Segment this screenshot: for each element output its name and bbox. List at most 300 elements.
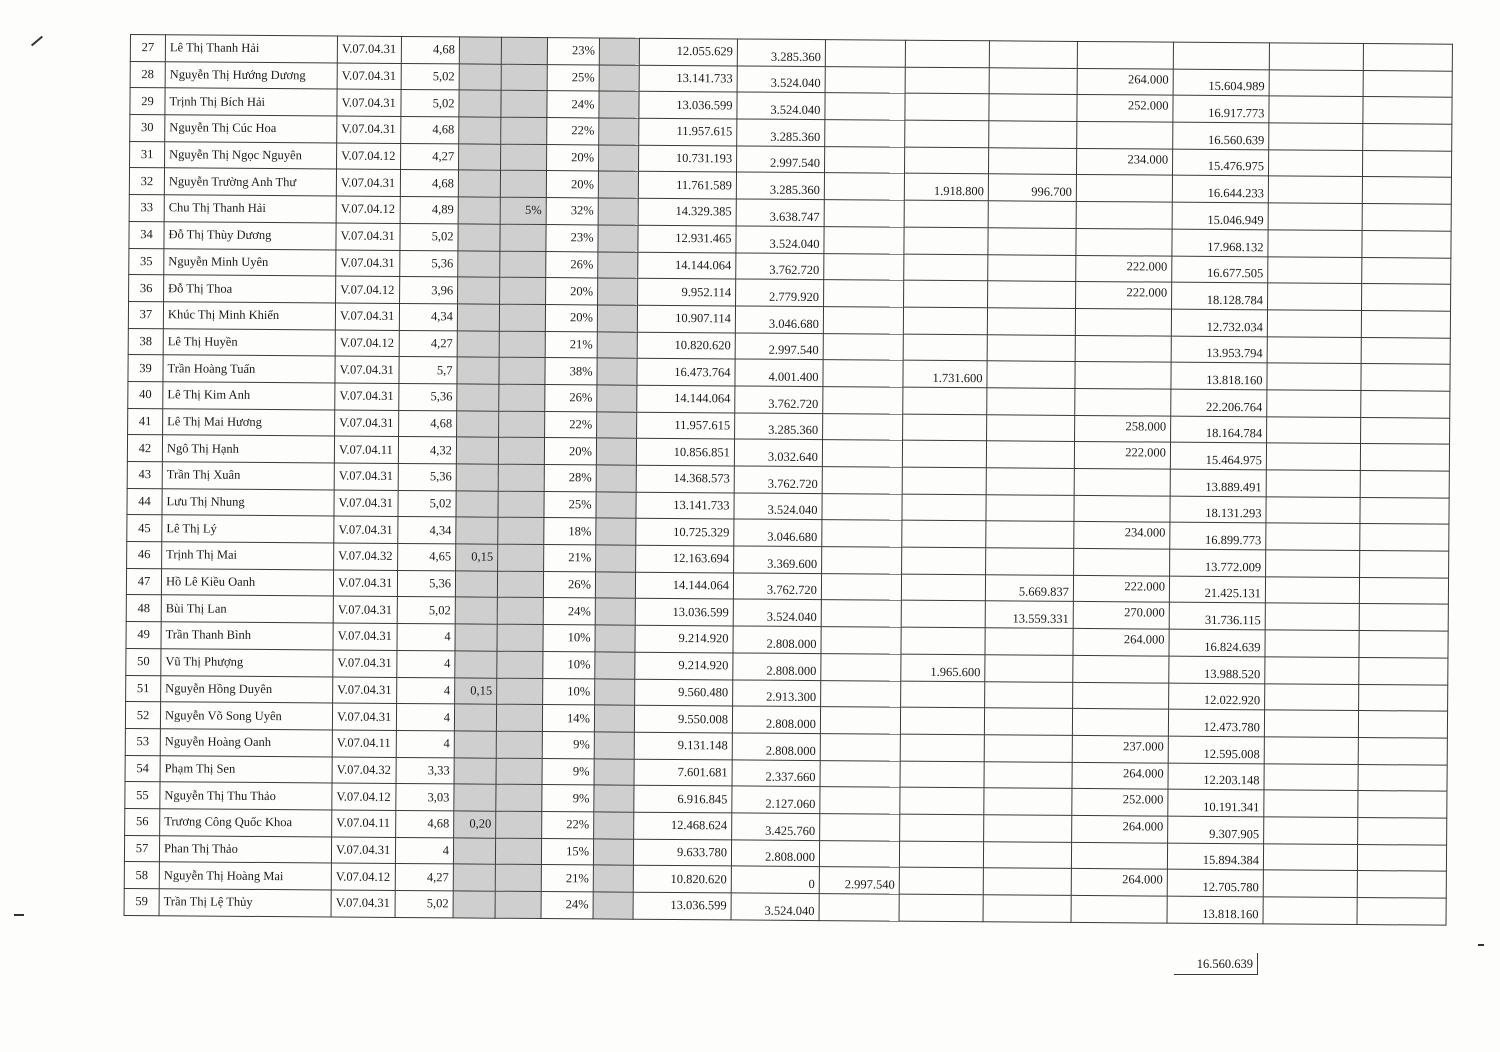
- cell-extra-4: 264.000: [1071, 869, 1167, 896]
- cell-stt: 35: [129, 248, 164, 275]
- cell-coefficient: 5,02: [397, 597, 455, 624]
- cell-name: Trần Thị Lệ Thủy: [159, 889, 331, 917]
- cell-code: V.07.04.31: [336, 250, 400, 277]
- cell-shaded: [596, 438, 636, 465]
- cell-coefficient: 4,68: [396, 810, 454, 837]
- cell-salary: 14.144.064: [637, 385, 735, 412]
- cell-extra-1: [824, 280, 904, 307]
- cell-code: V.07.04.31: [337, 63, 401, 90]
- cell-allowance-pct: [501, 91, 547, 118]
- cell-extra-1: [823, 333, 903, 360]
- cell-salary: 14.144.064: [638, 252, 736, 279]
- cell-extra-4: [1075, 388, 1171, 415]
- cell-extra-1: [819, 894, 899, 921]
- cell-insurance: 3.524.040: [731, 893, 819, 920]
- cell-blank-1: [1267, 363, 1361, 390]
- cell-code: V.07.04.31: [332, 703, 396, 730]
- cell-seniority-pct: 21%: [545, 331, 597, 358]
- cell-extra-4: [1074, 548, 1170, 575]
- cell-name: Nguyễn Thị Hướng Dương: [165, 61, 337, 89]
- cell-insurance: 3.524.040: [737, 66, 825, 93]
- cell-blank-2: [1361, 390, 1450, 417]
- cell-stt: 34: [129, 221, 164, 248]
- cell-blank-1: [1264, 763, 1358, 790]
- cell-seniority-pct: 9%: [542, 731, 594, 758]
- cell-stt: 29: [130, 88, 165, 115]
- cell-stt: 53: [125, 728, 160, 755]
- cell-total: 12.203.148: [1168, 763, 1264, 790]
- cell-name: Trịnh Thị Bích Hải: [165, 88, 337, 116]
- cell-stt: 47: [126, 568, 161, 595]
- cell-allowance-coef: [454, 704, 496, 731]
- cell-insurance: 3.425.760: [732, 813, 820, 840]
- cell-code: V.07.04.31: [333, 623, 397, 650]
- cell-total: 13.818.160: [1171, 362, 1267, 389]
- cell-total: 12.473.780: [1168, 709, 1264, 736]
- cell-total: 15.604.989: [1173, 69, 1269, 96]
- cell-extra-1: [825, 93, 905, 120]
- cell-coefficient: 4,68: [400, 170, 458, 197]
- cell-name: Trịnh Thị Mai: [162, 542, 334, 570]
- cell-allowance-coef: [453, 838, 495, 865]
- cell-total: 16.899.773: [1170, 523, 1266, 550]
- cell-extra-1: [822, 547, 902, 574]
- cell-allowance-coef: [458, 170, 500, 197]
- cell-salary: 13.141.733: [636, 492, 734, 519]
- cell-extra-2: [903, 387, 987, 414]
- cell-coefficient: 4: [395, 837, 453, 864]
- cell-extra-2: [901, 574, 985, 601]
- cell-extra-1: [823, 360, 903, 387]
- cell-name: Chu Thị Thanh Hải: [164, 195, 336, 223]
- cell-allowance-coef: [456, 491, 498, 518]
- cell-seniority-pct: 38%: [545, 358, 597, 385]
- cell-stt: 48: [126, 595, 161, 622]
- cell-extra-3: [983, 841, 1071, 868]
- cell-shaded: [593, 892, 633, 919]
- cell-extra-2: [905, 94, 989, 121]
- cell-allowance-pct: [501, 37, 547, 64]
- cell-name: Nguyễn Trường Anh Thư: [164, 168, 336, 196]
- cell-extra-2: [903, 334, 987, 361]
- cell-coefficient: 5,7: [399, 357, 457, 384]
- cell-name: Khúc Thị Minh Khiển: [163, 302, 335, 330]
- cell-extra-3: [988, 228, 1076, 255]
- cell-salary: 13.036.599: [633, 892, 731, 919]
- cell-insurance: 2.997.540: [737, 146, 825, 173]
- cell-seniority-pct: 24%: [543, 598, 595, 625]
- cell-insurance: 2.808.000: [731, 840, 819, 867]
- cell-coefficient: 4,34: [399, 303, 457, 330]
- cell-extra-2: [900, 761, 984, 788]
- cell-insurance: 3.524.040: [736, 226, 824, 253]
- cell-code: V.07.04.31: [333, 570, 397, 597]
- cell-shaded: [597, 358, 637, 385]
- cell-salary: 10.907.114: [637, 305, 735, 332]
- cell-blank-2: [1359, 577, 1448, 604]
- cell-allowance-pct: [500, 251, 546, 278]
- cell-coefficient: 4,68: [399, 410, 457, 437]
- cell-extra-3: [984, 761, 1072, 788]
- cell-extra-2: [900, 787, 984, 814]
- cell-total: 13.818.160: [1167, 896, 1263, 923]
- cell-extra-1: [824, 226, 904, 253]
- cell-allowance-coef: [453, 891, 495, 918]
- last-row-total: 16.560.639: [1174, 953, 1258, 975]
- cell-name: Đỗ Thị Thùy Dương: [164, 222, 336, 250]
- cell-seniority-pct: 10%: [543, 625, 595, 652]
- cell-blank-1: [1266, 443, 1360, 470]
- cell-allowance-coef: 0,15: [455, 677, 497, 704]
- cell-blank-1: [1267, 390, 1361, 417]
- cell-extra-2: 1.965.600: [901, 654, 985, 681]
- cell-extra-3: [988, 148, 1076, 175]
- cell-allowance-coef: [457, 411, 499, 438]
- cell-total: 16.917.773: [1173, 96, 1269, 123]
- cell-stt: 32: [129, 168, 164, 195]
- cell-stt: 45: [127, 515, 162, 542]
- cell-shaded: [598, 278, 638, 305]
- cell-extra-3: [984, 815, 1072, 842]
- cell-shaded: [595, 625, 635, 652]
- cell-blank-1: [1264, 737, 1358, 764]
- cell-extra-2: [904, 254, 988, 281]
- cell-insurance: 2.779.920: [736, 279, 824, 306]
- cell-coefficient: 3,33: [396, 757, 454, 784]
- cell-allowance-coef: [456, 464, 498, 491]
- cell-extra-3: [986, 548, 1074, 575]
- cell-seniority-pct: 32%: [546, 198, 598, 225]
- cell-allowance-pct: [497, 598, 543, 625]
- cell-insurance: 2.997.540: [735, 333, 823, 360]
- cell-allowance-coef: [456, 437, 498, 464]
- cell-code: V.07.04.31: [335, 356, 399, 383]
- cell-coefficient: 5,36: [400, 250, 458, 277]
- cell-blank-2: [1360, 524, 1449, 551]
- cell-stt: 50: [126, 648, 161, 675]
- cell-blank-2: [1360, 444, 1449, 471]
- cell-salary: 9.214.920: [635, 625, 733, 652]
- cell-shaded: [598, 225, 638, 252]
- cell-seniority-pct: 26%: [546, 251, 598, 278]
- cell-shaded: [596, 518, 636, 545]
- cell-extra-3: [989, 41, 1077, 68]
- cell-extra-1: [821, 627, 901, 654]
- cell-stt: 31: [130, 141, 165, 168]
- cell-extra-2: [902, 440, 986, 467]
- cell-seniority-pct: 15%: [541, 838, 593, 865]
- cell-extra-1: [823, 306, 903, 333]
- cell-salary: 9.550.008: [634, 705, 732, 732]
- cell-extra-1: [825, 120, 905, 147]
- cell-extra-3: [986, 494, 1074, 521]
- cell-salary: 9.214.920: [635, 652, 733, 679]
- cell-extra-2: 1.731.600: [903, 360, 987, 387]
- cell-blank-1: [1266, 550, 1360, 577]
- cell-allowance-pct: [498, 464, 544, 491]
- cell-extra-1: [821, 653, 901, 680]
- cell-name: Vũ Thị Phượng: [161, 649, 333, 677]
- cell-total: 21.425.131: [1169, 576, 1265, 603]
- cell-shaded: [595, 598, 635, 625]
- cell-extra-1: [820, 814, 900, 841]
- cell-extra-3: [988, 281, 1076, 308]
- cell-name: Nguyễn Minh Uyên: [164, 248, 336, 276]
- cell-extra-3: [984, 788, 1072, 815]
- cell-extra-1: [821, 600, 901, 627]
- cell-code: V.07.04.12: [336, 196, 400, 223]
- cell-allowance-coef: [458, 250, 500, 277]
- cell-extra-1: [824, 253, 904, 280]
- cell-insurance: 3.524.040: [734, 493, 822, 520]
- cell-extra-4: [1071, 895, 1167, 922]
- cell-extra-2: [900, 814, 984, 841]
- cell-extra-2: [901, 601, 985, 628]
- cell-extra-1: [824, 200, 904, 227]
- cell-allowance-coef: 0,15: [456, 544, 498, 571]
- cell-blank-2: [1362, 257, 1451, 284]
- cell-code: V.07.04.31: [335, 410, 399, 437]
- cell-code: V.07.04.12: [336, 276, 400, 303]
- cell-seniority-pct: 26%: [543, 571, 595, 598]
- cell-blank-1: [1269, 70, 1363, 97]
- cell-allowance-coef: [458, 197, 500, 224]
- cell-blank-2: [1361, 337, 1450, 364]
- cell-extra-4: 264.000: [1072, 815, 1168, 842]
- cell-allowance-pct: [501, 144, 547, 171]
- cell-stt: 51: [126, 675, 161, 702]
- cell-allowance-pct: 5%: [500, 197, 546, 224]
- cell-allowance-pct: [498, 491, 544, 518]
- cell-salary: 9.560.480: [635, 679, 733, 706]
- cell-insurance: 3.762.720: [735, 386, 823, 413]
- cell-total: 9.307.905: [1168, 816, 1264, 843]
- cell-allowance-pct: [496, 784, 542, 811]
- cell-stt: 58: [124, 862, 159, 889]
- cell-coefficient: 5,36: [398, 463, 456, 490]
- cell-extra-3: [987, 334, 1075, 361]
- cell-extra-4: [1076, 202, 1172, 229]
- cell-extra-2: [899, 867, 983, 894]
- cell-extra-4: [1077, 41, 1173, 68]
- cell-extra-3: [983, 895, 1071, 922]
- cell-extra-4: 222.000: [1076, 255, 1172, 282]
- cell-extra-4: [1074, 468, 1170, 495]
- cell-extra-2: [902, 521, 986, 548]
- cell-blank-1: [1263, 870, 1357, 897]
- cell-stt: 37: [128, 301, 163, 328]
- cell-blank-1: [1269, 123, 1363, 150]
- cell-extra-3: [984, 735, 1072, 762]
- cell-shaded: [599, 91, 639, 118]
- cell-extra-1: 2.997.540: [819, 867, 899, 894]
- cell-seniority-pct: 21%: [541, 865, 593, 892]
- cell-code: V.07.04.32: [332, 757, 396, 784]
- cell-blank-2: [1363, 70, 1452, 97]
- cell-salary: 11.957.615: [637, 412, 735, 439]
- cell-salary: 13.036.599: [639, 92, 737, 119]
- salary-table-wrap: [124, 34, 1453, 925]
- cell-allowance-pct: [501, 117, 547, 144]
- cell-blank-1: [1266, 470, 1360, 497]
- cell-seniority-pct: 28%: [544, 465, 596, 492]
- cell-extra-2: [904, 227, 988, 254]
- cell-insurance: 3.762.720: [734, 466, 822, 493]
- cell-stt: 59: [124, 888, 159, 915]
- cell-allowance-coef: [457, 357, 499, 384]
- cell-code: V.07.04.31: [333, 677, 397, 704]
- cell-insurance: 3.285.360: [735, 413, 823, 440]
- cell-seniority-pct: 10%: [543, 651, 595, 678]
- cell-seniority-pct: 22%: [547, 118, 599, 145]
- cell-shaded: [594, 785, 634, 812]
- cell-code: V.07.04.31: [331, 837, 395, 864]
- cell-allowance-pct: [495, 838, 541, 865]
- cell-blank-1: [1268, 203, 1362, 230]
- cell-extra-3: [985, 655, 1073, 682]
- cell-name: Trần Hoàng Tuấn: [163, 355, 335, 383]
- cell-stt: 27: [130, 35, 165, 62]
- cell-allowance-coef: [457, 330, 499, 357]
- cell-extra-4: [1077, 122, 1173, 149]
- cell-name: Lê Thị Mai Hương: [163, 408, 335, 436]
- cell-total: 16.560.639: [1173, 122, 1269, 149]
- cell-allowance-pct: [501, 64, 547, 91]
- cell-shaded: [599, 118, 639, 145]
- cell-seniority-pct: 20%: [546, 171, 598, 198]
- cell-seniority-pct: 9%: [542, 758, 594, 785]
- cell-total: 13.889.491: [1170, 469, 1266, 496]
- cell-extra-3: [987, 414, 1075, 441]
- cell-total: 12.595.008: [1168, 736, 1264, 763]
- cell-extra-1: [822, 467, 902, 494]
- cell-name: Bùi Thị Lan: [161, 595, 333, 623]
- cell-total: 16.824.639: [1169, 629, 1265, 656]
- cell-coefficient: 4: [396, 704, 454, 731]
- cell-stt: 43: [127, 461, 162, 488]
- cell-extra-4: [1075, 308, 1171, 335]
- cell-stt: 33: [129, 195, 164, 222]
- cell-seniority-pct: 20%: [547, 144, 599, 171]
- cell-code: V.07.04.31: [336, 169, 400, 196]
- cell-blank-1: [1266, 497, 1360, 524]
- cell-stt: 39: [128, 355, 163, 382]
- cell-extra-4: [1075, 335, 1171, 362]
- cell-coefficient: 5,02: [395, 890, 453, 917]
- cell-blank-1: [1268, 176, 1362, 203]
- cell-blank-2: [1359, 657, 1448, 684]
- cell-seniority-pct: 22%: [545, 411, 597, 438]
- cell-extra-2: [902, 547, 986, 574]
- cell-extra-4: [1073, 655, 1169, 682]
- cell-extra-4: [1074, 495, 1170, 522]
- cell-coefficient: 4,27: [401, 143, 459, 170]
- cell-extra-2: 1.918.800: [904, 174, 988, 201]
- cell-coefficient: 4: [397, 624, 455, 651]
- cell-allowance-coef: [459, 37, 501, 64]
- cell-salary: 14.144.064: [635, 572, 733, 599]
- cell-shaded: [597, 385, 637, 412]
- cell-allowance-pct: [496, 811, 542, 838]
- cell-stt: 41: [128, 408, 163, 435]
- cell-stt: 36: [129, 275, 164, 302]
- cell-allowance-coef: [455, 571, 497, 598]
- cell-insurance: 2.127.060: [732, 786, 820, 813]
- cell-extra-4: 222.000: [1076, 282, 1172, 309]
- cell-extra-1: [820, 787, 900, 814]
- cell-extra-1: [820, 760, 900, 787]
- cell-extra-3: [987, 388, 1075, 415]
- cell-extra-4: [1073, 682, 1169, 709]
- cell-name: Ngô Thị Hạnh: [162, 435, 334, 463]
- cell-blank-2: [1357, 898, 1446, 925]
- cell-insurance: 3.285.360: [736, 172, 824, 199]
- cell-coefficient: 4,89: [400, 197, 458, 224]
- cell-allowance-pct: [500, 224, 546, 251]
- cell-blank-1: [1268, 283, 1362, 310]
- cell-allowance-pct: [498, 518, 544, 545]
- cell-extra-4: 270.000: [1073, 602, 1169, 629]
- cell-extra-1: [823, 413, 903, 440]
- cell-extra-1: [820, 707, 900, 734]
- cell-shaded: [597, 305, 637, 332]
- cell-total: 16.677.505: [1172, 256, 1268, 283]
- cell-total: 18.131.293: [1170, 496, 1266, 523]
- cell-extra-2: [904, 280, 988, 307]
- cell-code: V.07.04.12: [335, 330, 399, 357]
- cell-salary: 12.163.694: [636, 545, 734, 572]
- cell-seniority-pct: 10%: [543, 678, 595, 705]
- cell-blank-2: [1358, 791, 1447, 818]
- cell-allowance-coef: [457, 384, 499, 411]
- cell-blank-1: [1267, 336, 1361, 363]
- cell-blank-2: [1359, 684, 1448, 711]
- cell-name: Trương Công Quốc Khoa: [160, 809, 332, 837]
- cell-blank-1: [1267, 416, 1361, 443]
- cell-total: 12.022.920: [1169, 683, 1265, 710]
- cell-extra-1: [820, 733, 900, 760]
- cell-allowance-pct: [496, 758, 542, 785]
- cell-name: Trần Thanh Bình: [161, 622, 333, 650]
- cell-blank-1: [1268, 150, 1362, 177]
- cell-blank-1: [1268, 256, 1362, 283]
- cell-coefficient: 4,27: [395, 864, 453, 891]
- cell-stt: 56: [125, 808, 160, 835]
- salary-table: [124, 34, 1453, 925]
- cell-code: V.07.04.32: [334, 543, 398, 570]
- cell-extra-1: [825, 40, 905, 67]
- cell-salary: 13.036.599: [635, 599, 733, 626]
- cell-name: Nguyễn Võ Song Uyên: [160, 702, 332, 730]
- cell-extra-4: 252.000: [1077, 95, 1173, 122]
- cell-allowance-coef: [459, 64, 501, 91]
- cell-blank-1: [1266, 523, 1360, 550]
- cell-blank-2: [1362, 150, 1451, 177]
- cell-total: [1173, 42, 1269, 69]
- cell-extra-3: [987, 361, 1075, 388]
- cell-blank-1: [1264, 710, 1358, 737]
- cell-extra-4: 264.000: [1072, 762, 1168, 789]
- cell-insurance: 2.808.000: [733, 653, 821, 680]
- cell-extra-2: [905, 120, 989, 147]
- cell-stt: 28: [130, 61, 165, 88]
- cell-insurance: 3.032.640: [734, 439, 822, 466]
- cell-blank-1: [1265, 577, 1359, 604]
- cell-total: 18.164.784: [1171, 416, 1267, 443]
- cell-extra-2: [900, 707, 984, 734]
- cell-salary: 14.368.573: [636, 465, 734, 492]
- cell-allowance-pct: [499, 384, 545, 411]
